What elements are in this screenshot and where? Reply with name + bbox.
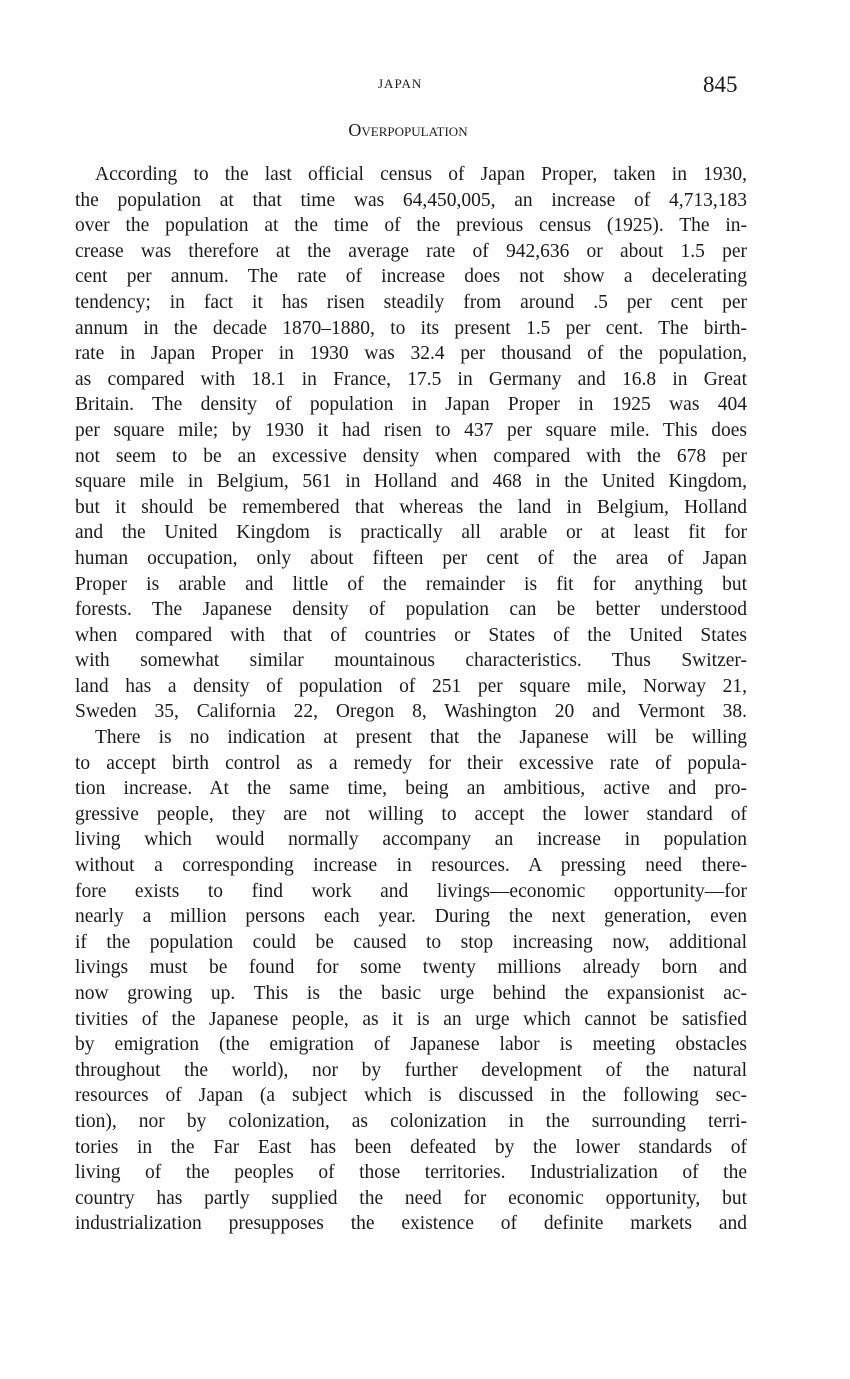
text-line: living of the peoples of those territories. Industrialization of the bbox=[75, 1162, 747, 1184]
text-line: Sweden 35, California 22, Oregon 8, Washington 20 and Vermont 38. bbox=[75, 701, 747, 723]
text-line: fore exists to find work and livings—economic opportunity—for bbox=[75, 880, 747, 902]
text-line: land has a density of population of 251 per square mile, Norway 21, bbox=[75, 675, 747, 697]
text-line: but it should be remembered that whereas the land in Belgium, Holland bbox=[75, 496, 747, 518]
text-line: by emigration (the emigration of Japanese labor is meeting obstacles bbox=[75, 1034, 747, 1056]
text-line: tion increase. At the same time, being an ambitious, active and pro- bbox=[75, 778, 747, 800]
text-line: nearly a million persons each year. During the next generation, even bbox=[75, 906, 747, 928]
page-number: 845 bbox=[703, 72, 738, 97]
text-line: forests. The Japanese density of population can be better understood bbox=[75, 599, 747, 621]
text-line: the population at that time was 64,450,005, an increase of 4,713,183 bbox=[75, 189, 747, 211]
text-line: According to the last official census of Japan Proper, taken in 1930, bbox=[95, 164, 747, 185]
text-line: living which would normally accompany an increase in population bbox=[75, 829, 747, 851]
text-line: per square mile; by 1930 it had risen to 437 per square mile. This does bbox=[75, 419, 747, 441]
text-line: annum in the decade 1870–1880, to its present 1.5 per cent. The birth- bbox=[75, 317, 747, 339]
text-line: gressive people, they are not willing to accept the lower standard of bbox=[75, 803, 747, 825]
text-line: over the population at the time of the previous census (1925). The in- bbox=[75, 215, 747, 237]
text-line: and the United Kingdom is practically all arable or at least fit for bbox=[75, 522, 747, 544]
text-line: square mile in Belgium, 561 in Holland and 468 in the United Kingdom, bbox=[75, 471, 747, 493]
text-line: tories in the Far East has been defeated by the lower standards of bbox=[75, 1136, 747, 1158]
text-line: industrialization presupposes the existence of definite markets and bbox=[75, 1213, 747, 1235]
text-line: crease was therefore at the average rate of 942,636 or about 1.5 per bbox=[75, 240, 747, 262]
text-line: resources of Japan (a subject which is discussed in the following sec- bbox=[75, 1085, 747, 1107]
text-line: to accept birth control as a remedy for their excessive rate of popula- bbox=[75, 752, 747, 774]
text-line: country has partly supplied the need for economic opportunity, but bbox=[75, 1187, 747, 1209]
section-title: Overpopulation bbox=[348, 120, 468, 140]
text-line: when compared with that of countries or States of the United States bbox=[75, 624, 747, 646]
text-line: with somewhat similar mountainous characteristics. Thus Switzer- bbox=[75, 650, 747, 672]
text-line: now growing up. This is the basic urge behind the expansionist ac- bbox=[75, 983, 747, 1004]
text-line: if the population could be caused to stop increasing now, additional bbox=[75, 931, 747, 953]
text-line: tendency; in fact it has risen steadily from around .5 per cent per bbox=[75, 291, 747, 313]
text-line: Proper is arable and little of the remainder is fit for anything but bbox=[75, 573, 747, 595]
body-text bbox=[75, 162, 747, 1237]
paragraph bbox=[75, 725, 747, 1237]
text-line: as compared with 18.1 in France, 17.5 in Germany and 16.8 in Great bbox=[75, 368, 747, 390]
text-line: tion), nor by colonization, as colonization in the surrounding terri- bbox=[75, 1110, 747, 1132]
text-line: tivities of the Japanese people, as it is an urge which cannot be satisfied bbox=[75, 1008, 747, 1030]
text-line: There is no indication at present that the Japanese will be willing bbox=[95, 727, 747, 749]
text-line: without a corresponding increase in resources. A pressing need there- bbox=[75, 855, 747, 877]
text-line: rate in Japan Proper in 1930 was 32.4 per thousand of the population, bbox=[75, 343, 747, 365]
text-line: throughout the world), nor by further development of the natural bbox=[75, 1059, 747, 1081]
running-head: JAPAN bbox=[378, 76, 423, 91]
text-line: not seem to be an excessive density when compared with the 678 per bbox=[75, 445, 747, 467]
text-line: cent per annum. The rate of increase does not show a decelerating bbox=[75, 266, 747, 288]
text-line: Britain. The density of population in Japan Proper in 1925 was 404 bbox=[75, 394, 747, 416]
text-line: livings must be found for some twenty millions already born and bbox=[75, 957, 747, 979]
text-line: human occupation, only about fifteen per cent of the area of Japan bbox=[75, 547, 747, 569]
paragraph bbox=[75, 162, 747, 725]
